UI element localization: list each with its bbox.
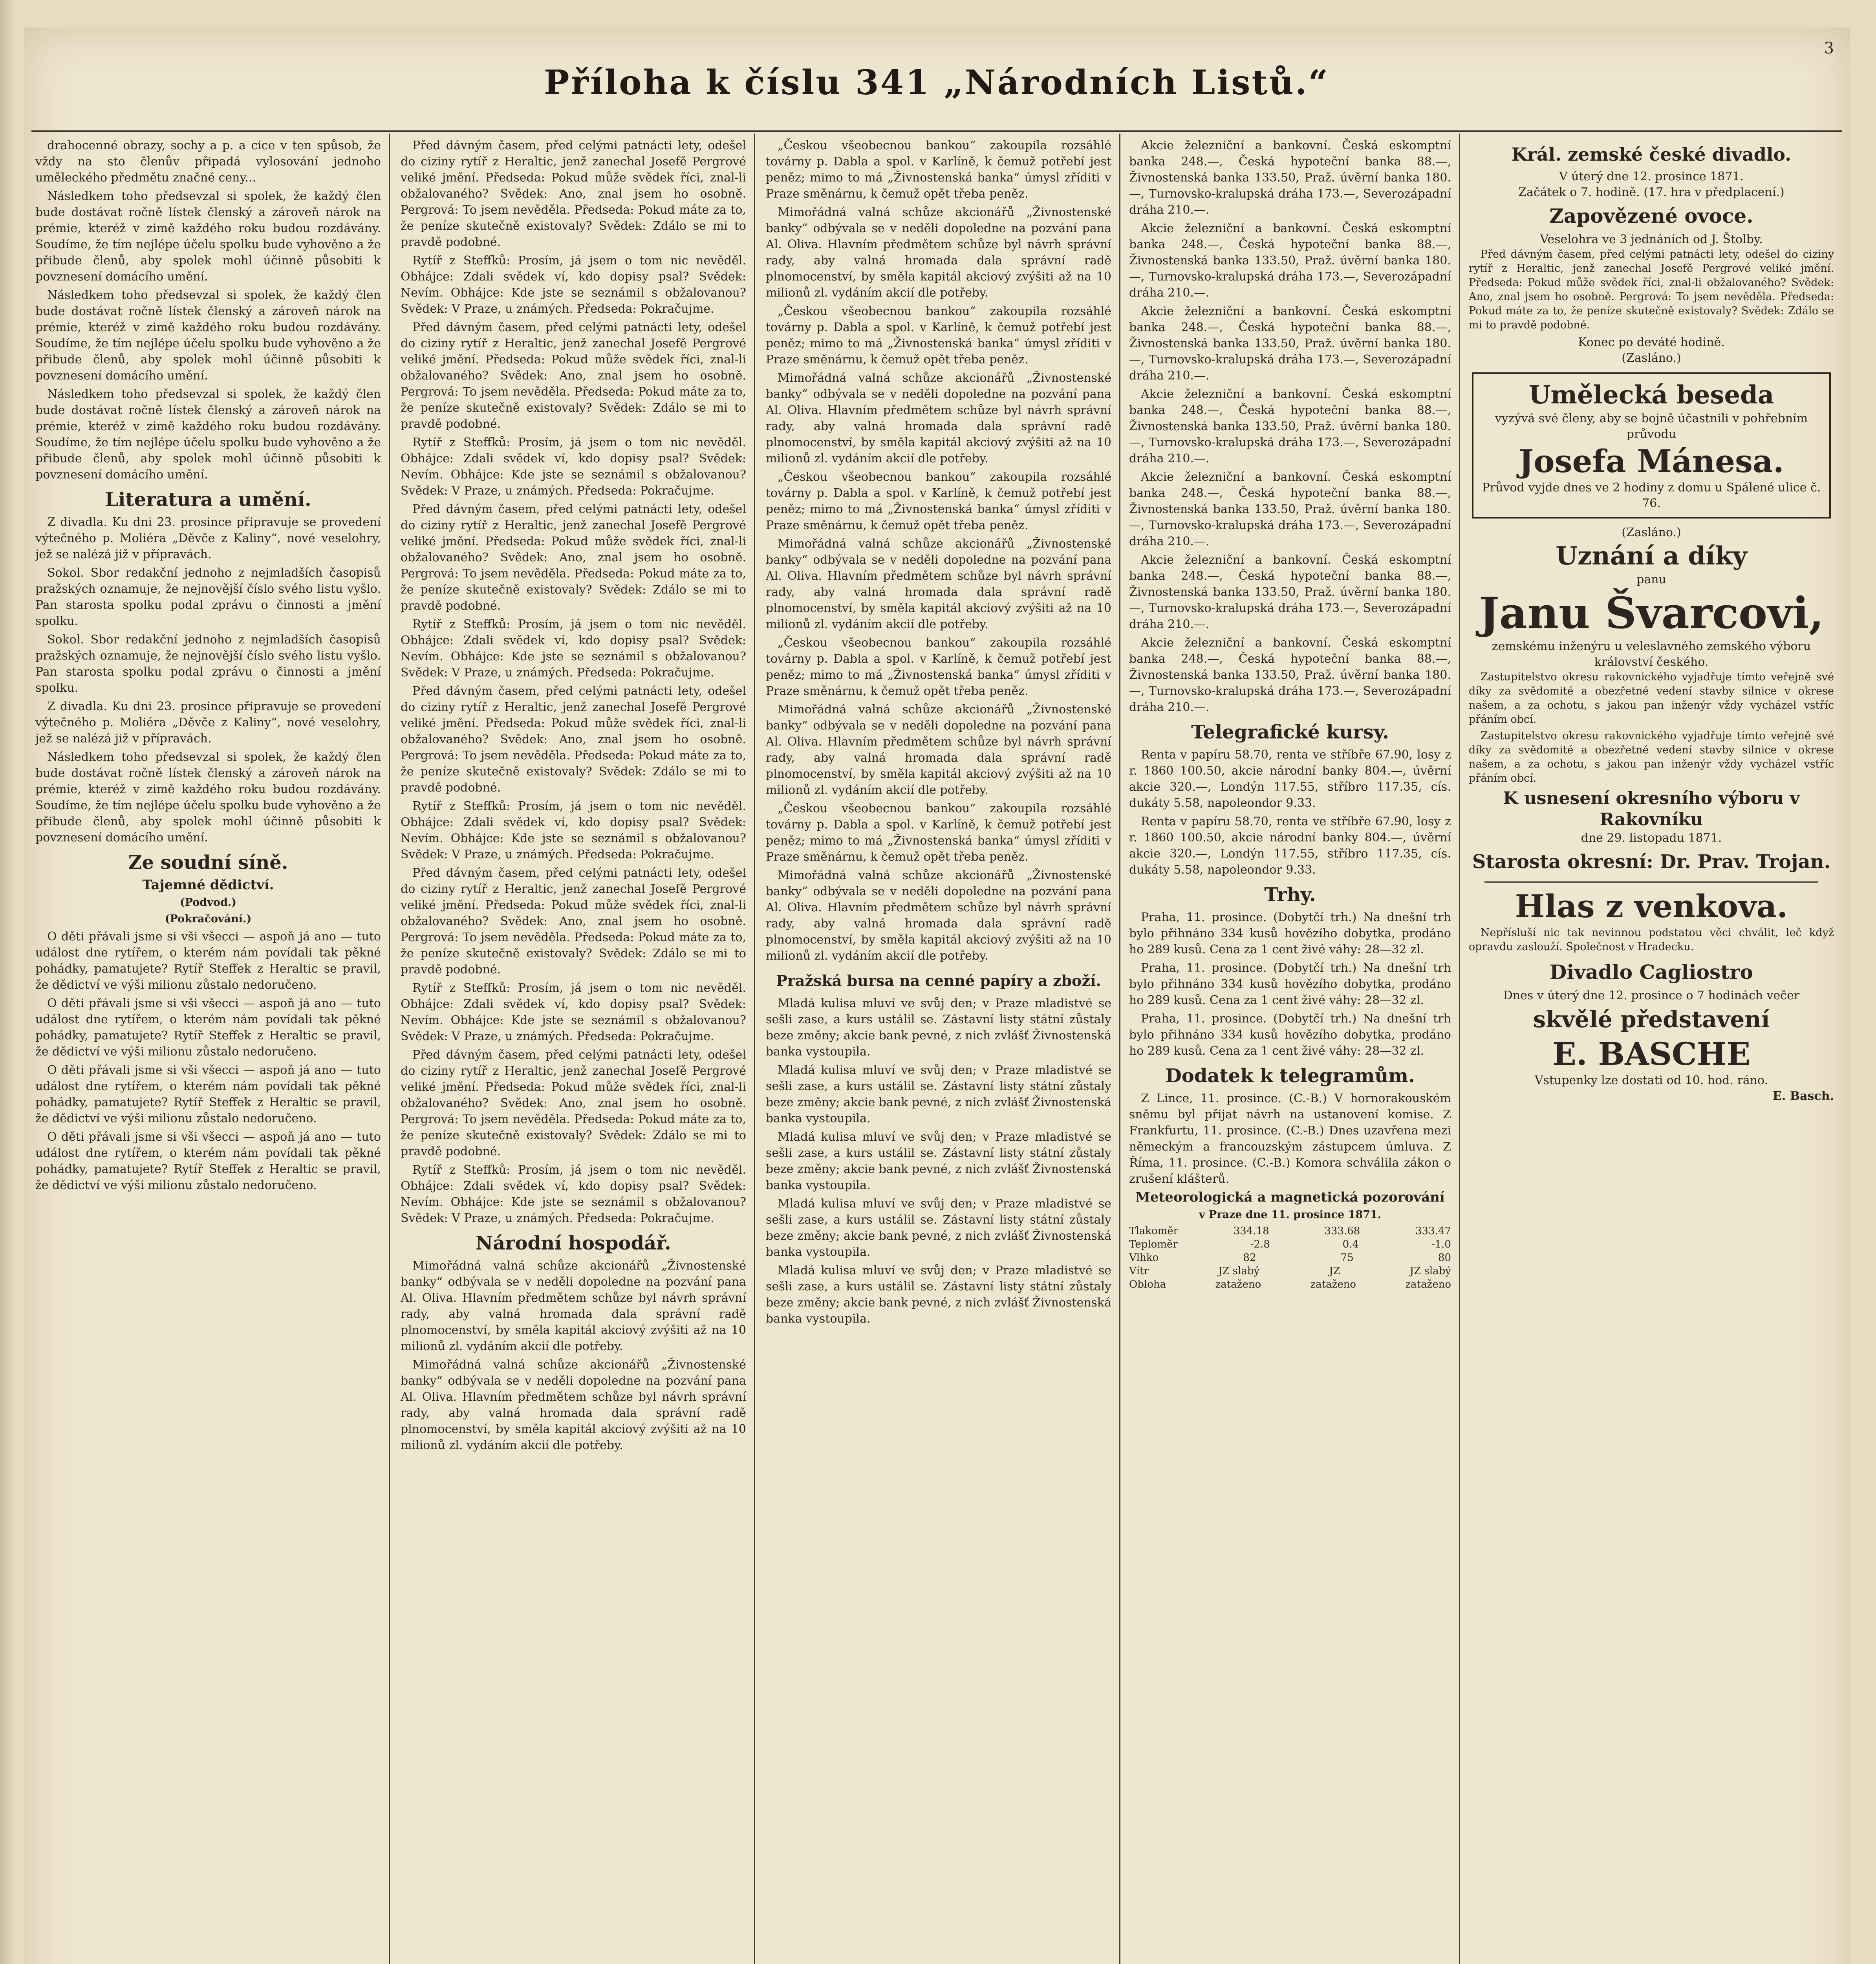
- ad-big-name: Janu Švarcovi,: [1479, 588, 1824, 638]
- section-heading: Národní hospodář.: [476, 1232, 671, 1254]
- paragraph: Renta v papíru 58.70, renta ve stříbře 67.90, losy z r. 1860 100.50, akcie národní banky 804.—, úvěrní akcie 320.—, Londýn 117.55, stříbro 117.35, cís. dukáty 5.58, napoleondor 9.33.: [1129, 815, 1451, 877]
- paragraph: O děti přávali jsme si vši všecci — aspoň já ano — tuto událost dne rytířem, o kterém nám povídali tak pěkné pohádky, pamatujete? Rytíř Steffek z Heraltic se pravil, že dědictví ve výši milionu zůstalo nedoručeno.: [35, 1063, 381, 1125]
- table-cell: JZ slabý: [1409, 1265, 1451, 1277]
- column-1: [35, 137, 381, 1964]
- paragraph: Před dávným časem, před celými patnácti lety, odešel do ciziny rytíř z Heraltic, jenž zanechal Josefě Pergrové veliké jmění. Předseda: Pokud může svědek říci, znal-li obžalovaného? Svědek: Ano, znal jsem ho osobně. Pergrová: To jsem nevěděla. Předseda: Pokud máte za to, že peníze skutečně existovaly? Svědek: Zdálo se mi to pravdě podobné.: [401, 502, 746, 613]
- paragraph: „Českou všeobecnou bankou“ zakoupila rozsáhlé továrny p. Dabla a spol. v Karlíně, k čemuž potřebí jest peněz; mimo to má „Živnostenská banka“ úmysl zříditi v Praze směnárnu, k čemuž opět třeba peněz.: [766, 802, 1111, 864]
- paragraph: Akcie železniční a bankovní. Česká eskomptní banka 248.—, Česká hypoteční banka 88.—, Živnostenská banka 133.50, Praž. úvěrní banka 180.—, Turnovsko-kralupská dráha 173.—, Severozápadní dráha 210.—.: [1129, 553, 1451, 631]
- table-row: [1129, 1278, 1451, 1291]
- section-heading: Telegrafické kursy.: [1191, 721, 1389, 743]
- ad-title: Uznání a díky: [1556, 541, 1747, 571]
- theatre-end: Konec po deváté hodině.: [1578, 335, 1725, 349]
- paragraph: Mimořádná valná schůze akcionářů „Živnostenské banky“ odbývala se v neděli dopoledne na pozvání pana Al. Oliva. Hlavním předmětem schůze byl návrh správní rady, aby valná hromada dala správní radě plnomocenství, by směla kapitál akciový zvýšiti až na 10 milionů zl. vydáním akcií dle potřeby.: [766, 703, 1111, 797]
- paragraph: Rytíř z Steffků: Prosím, já jsem o tom nic nevěděl. Obhájce: Zdali svědek ví, kdo dopisy psal? Svědek: Nevím. Obhájce: Kde jste se seznámil s obžalovanou? Svědek: V Praze, u známých. Předseda: Pokračujme.: [401, 436, 746, 498]
- paragraph: Před dávným časem, před celými patnácti lety, odešel do ciziny rytíř z Heraltic, jenž zanechal Josefě Pergrové veliké jmění. Předseda: Pokud může svědek říci, znal-li obžalovaného? Svědek: Ano, znal jsem ho osobně. Pergrová: To jsem nevěděla. Předseda: Pokud máte za to, že peníze skutečně existovaly? Svědek: Zdálo se mi to pravdě podobné.: [401, 321, 746, 431]
- ad-name: E. BASCHE: [1552, 1035, 1751, 1072]
- column-rule: [1119, 134, 1120, 1964]
- ad-subtitle: zemskému inženýru u veleslavného zemského výboru království českého.: [1492, 639, 1811, 669]
- ad-note: Vstupenky lze dostati od 10. hod. ráno.: [1534, 1074, 1768, 1087]
- ad-signer: Starosta okresní: Dr. Prav. Trojan.: [1472, 851, 1831, 873]
- column-2: [401, 137, 746, 1964]
- paragraph: Před dávným časem, před celými patnácti lety, odešel do ciziny rytíř z Heraltic, jenž zanechal Josefě Pergrové veliké jmění. Předseda: Pokud může svědek říci, znal-li obžalovaného? Svědek: Ano, znal jsem ho osobně. Pergrová: To jsem nevěděla. Předseda: Pokud máte za to, že peníze skutečně existovaly? Svědek: Zdálo se mi to pravdě podobné.: [401, 866, 746, 977]
- section-heading: Dodatek k telegramům.: [1165, 1065, 1415, 1087]
- ad-sign: K usnesení okresního výboru v Rakovníku: [1503, 788, 1800, 830]
- table-cell: 0.4: [1342, 1238, 1359, 1250]
- zaslano-label: (Zasláno.): [1622, 351, 1681, 365]
- table-cell: Vítr: [1129, 1265, 1149, 1277]
- paragraph: Před dávným časem, před celými patnácti lety, odešel do ciziny rytíř z Heraltic, jenž zanechal Josefě Pergrové veliké jmění. Předseda: Pokud může svědek říci, znal-li obžalovaného? Svědek: Ano, znal jsem ho osobně. Pergrová: To jsem nevěděla. Předseda: Pokud máte za to, že peníze skutečně existovaly? Svědek: Zdálo se mi to pravdě podobné.: [401, 1048, 746, 1158]
- ad-sign: E. Basch.: [1773, 1089, 1834, 1103]
- meteo-table: [1129, 1224, 1451, 1291]
- paragraph: Zastupitelstvo okresu rakovnického vyjadřuje tímto veřejně své díky za svědomité a obezřetné vedení stavby silnice v okrese našem, a za ochotu, s jakou pan inženýr vždy vycházel vstříc přáním obcí.: [1469, 730, 1834, 784]
- table-cell: 333.47: [1415, 1225, 1451, 1237]
- paragraph: Mimořádná valná schůze akcionářů „Živnostenské banky“ odbývala se v neděli dopoledne na pozvání pana Al. Oliva. Hlavním předmětem schůze byl návrh správní rady, aby valná hromada dala správní radě plnomocenství, by směla kapitál akciový zvýšiti až na 10 milionů zl. vydáním akcií dle potřeby.: [766, 868, 1111, 963]
- paragraph: Z Lince, 11. prosince. (C.-B.) V hornorakouském sněmu byl přijat návrh na ustanovení komise. Z Frankfurtu, 11. prosince. (C.-B.) Dnes uzavřena mezi německým a francouzským zástupcem úmluva. Z Říma, 11. prosince. (C.-B.) Komora schválila zákon o zrušení klášterů.: [1129, 1092, 1451, 1186]
- column-4: [1129, 137, 1451, 1964]
- paragraph: Akcie železniční a bankovní. Česká eskomptní banka 248.—, Česká hypoteční banka 88.—, Živnostenská banka 133.50, Praž. úvěrní banka 180.—, Turnovsko-kralupská dráha 173.—, Severozápadní dráha 210.—.: [1129, 139, 1451, 217]
- paragraph: „Českou všeobecnou bankou“ zakoupila rozsáhlé továrny p. Dabla a spol. v Karlíně, k čemuž potřebí jest peněz; mimo to má „Živnostenská banka“ úmysl zříditi v Praze směnárnu, k čemuž opět třeba peněz.: [766, 304, 1111, 366]
- table-cell: Teploměr: [1129, 1238, 1178, 1250]
- paragraph: Před dávným časem, před celými patnácti lety, odešel do ciziny rytíř z Heraltic, jenž zanechal Josefě Pergrové veliké jmění. Předseda: Pokud může svědek říci, znal-li obžalovaného? Svědek: Ano, znal jsem ho osobně. Pergrová: To jsem nevěděla. Předseda: Pokud máte za to, že peníze skutečně existovaly? Svědek: Zdálo se mi to pravdě podobné.: [401, 684, 746, 795]
- theatre-piece-desc: Veselohra ve 3 jednáních od J. Štolby.: [1540, 233, 1763, 246]
- paragraph: O děti přávali jsme si vši všecci — aspoň já ano — tuto událost dne rytířem, o kterém nám povídali tak pěkné pohádky, pamatujete? Rytíř Steffek z Heraltic se pravil, že dědictví ve výši milionu zůstalo nedoručeno.: [35, 997, 381, 1059]
- paragraph: Z divadla. Ku dni 23. prosince připravuje se provedení výtečného p. Moliéra „Děvče z Kaliny“, nové veselohry, jež se nalézá již v přípravách.: [35, 515, 381, 561]
- table-cell: 80: [1438, 1252, 1451, 1264]
- paragraph: Mladá kulisa mluví ve svůj den; v Praze mladistvé se sešli zase, a kurs ustálil se. Zástavní listy státní zůstaly beze změny; akcie bank pevné, z nich zvlášť Živnostenská banka vystoupila.: [766, 1063, 1111, 1125]
- paragraph: „Českou všeobecnou bankou“ zakoupila rozsáhlé továrny p. Dabla a spol. v Karlíně, k čemuž potřebí jest peněz; mimo to má „Živnostenská banka“ úmysl zříditi v Praze směnárnu, k čemuž opět třeba peněz.: [766, 470, 1111, 532]
- table-cell: JZ: [1329, 1265, 1340, 1277]
- theatre-date: V úterý dne 12. prosince 1871.: [1559, 170, 1744, 183]
- table-row: [1129, 1264, 1451, 1278]
- paragraph: Před dávným časem, před celými patnácti lety, odešel do ciziny rytíř z Heraltic, jenž zanechal Josefě Pergrové veliké jmění. Předseda: Pokud může svědek říci, znal-li obžalovaného? Svědek: Ano, znal jsem ho osobně. Pergrová: To jsem nevěděla. Předseda: Pokud máte za to, že peníze skutečně existovaly? Svědek: Zdálo se mi to pravdě podobné.: [1469, 248, 1834, 331]
- paragraph: „Českou všeobecnou bankou“ zakoupila rozsáhlé továrny p. Dabla a spol. v Karlíně, k čemuž potřebí jest peněz; mimo to má „Živnostenská banka“ úmysl zříditi v Praze směnárnu, k čemuž opět třeba peněz.: [766, 139, 1111, 201]
- paragraph: Zastupitelstvo okresu rakovnického vyjadřuje tímto veřejně své díky za svědomité a obezřetné vedení stavby silnice v okrese našem, a za ochotu, s jakou pan inženýr vždy vycházel vstříc přáním obcí.: [1469, 671, 1834, 726]
- table-title: Meteorologická a magnetická pozorování: [1135, 1189, 1445, 1205]
- paragraph: Renta v papíru 58.70, renta ve stříbře 67.90, losy z r. 1860 100.50, akcie národní banky 804.—, úvěrní akcie 320.—, Londýn 117.55, stříbro 117.35, cís. dukáty 5.58, napoleondor 9.33.: [1129, 748, 1451, 810]
- paragraph: Z divadla. Ku dni 23. prosince připravuje se provedení výtečného p. Moliéra „Děvče z Kaliny“, nové veselohry, jež se nalézá již v přípravách.: [35, 700, 381, 746]
- table-row: [1129, 1251, 1451, 1264]
- paragraph: Sokol. Sbor redakční jednoho z nejmladších časopisů pražských oznamuje, že nejnovější číslo svého listu vyšlo. Pan starosta spolku podal zprávu o činnosti a jmění spolku.: [35, 566, 381, 628]
- table-cell: JZ slabý: [1218, 1265, 1260, 1277]
- ad-text: vyzývá své členy, aby se bojně účastnili v pohřebním průvodu: [1495, 412, 1808, 441]
- ad-text: Dnes v úterý dne 12. prosince o 7 hodinách večer: [1503, 989, 1800, 1002]
- paragraph: O děti přávali jsme si vši všecci — aspoň já ano — tuto událost dne rytířem, o kterém nám povídali tak pěkné pohádky, pamatujete? Rytíř Steffek z Heraltic se pravil, že dědictví ve výši milionu zůstalo nedoručeno.: [35, 1130, 381, 1192]
- article-subtitle: (Pokračování.): [165, 913, 252, 925]
- paragraph: Rytíř z Steffků: Prosím, já jsem o tom nic nevěděl. Obhájce: Zdali svědek ví, kdo dopisy psal? Svědek: Nevím. Obhájce: Kde jste se seznámil s obžalovanou? Svědek: V Praze, u známých. Předseda: Pokračujme.: [401, 981, 746, 1043]
- scan-edge-left: [0, 0, 16, 1964]
- paragraph: Mladá kulisa mluví ve svůj den; v Praze mladistvé se sešli zase, a kurs ustálil se. Zástavní listy státní zůstaly beze změny; akcie bank pevné, z nich zvlášť Živnostenská banka vystoupila.: [766, 1264, 1111, 1326]
- table-cell: zataženo: [1310, 1279, 1356, 1290]
- paragraph: Mimořádná valná schůze akcionářů „Živnostenské banky“ odbývala se v neděli dopoledne na pozvání pana Al. Oliva. Hlavním předmětem schůze byl návrh správní rady, aby valná hromada dala správní radě plnomocenství, by směla kapitál akciový zvýšiti až na 10 milionů zl. vydáním akcií dle potřeby.: [766, 205, 1111, 300]
- table-row: [1129, 1238, 1451, 1251]
- table-cell: zataženo: [1215, 1279, 1261, 1290]
- corner-mark: 3: [1824, 39, 1834, 57]
- paragraph: O děti přávali jsme si vši všecci — aspoň já ano — tuto událost dne rytířem, o kterém nám povídali tak pěkné pohádky, pamatujete? Rytíř Steffek z Heraltic se pravil, že dědictví ve výši milionu zůstalo nedoručeno.: [35, 930, 381, 992]
- section-heading: Ze soudní síně.: [128, 852, 288, 874]
- paragraph: Rytíř z Steffků: Prosím, já jsem o tom nic nevěděl. Obhájce: Zdali svědek ví, kdo dopisy psal? Svědek: Nevím. Obhájce: Kde jste se seznámil s obžalovanou? Svědek: V Praze, u známých. Předseda: Pokračujme.: [401, 617, 746, 680]
- paragraph: Rytíř z Steffků: Prosím, já jsem o tom nic nevěděl. Obhájce: Zdali svědek ví, kdo dopisy psal? Svědek: Nevím. Obhájce: Kde jste se seznámil s obžalovanou? Svědek: V Praze, u známých. Předseda: Pokračujme.: [401, 799, 746, 861]
- column-rule: [389, 134, 390, 1964]
- paragraph: Rytíř z Steffků: Prosím, já jsem o tom nic nevěděl. Obhájce: Zdali svědek ví, kdo dopisy psal? Svědek: Nevím. Obhájce: Kde jste se seznámil s obžalovanou? Svědek: V Praze, u známých. Předseda: Pokračujme.: [401, 254, 746, 316]
- paragraph: Mimořádná valná schůze akcionářů „Živnostenské banky“ odbývala se v neděli dopoledne na pozvání pana Al. Oliva. Hlavním předmětem schůze byl návrh správní rady, aby valná hromada dala správní radě plnomocenství, by směla kapitál akciový zvýšiti až na 10 milionů zl. vydáním akcií dle potřeby.: [766, 371, 1111, 465]
- newspaper-page: [24, 27, 1850, 1964]
- ad-name: Josefa Mánesa.: [1519, 443, 1784, 480]
- article-title: Tajemné dědictví.: [142, 877, 274, 893]
- masthead-rule: [31, 130, 1842, 132]
- theatre-start: Začátek o 7. hodině. (17. hra v předplacení.): [1518, 185, 1784, 199]
- article-subtitle: (Podvod.): [180, 896, 236, 909]
- paragraph: Rytíř z Steffků: Prosím, já jsem o tom nic nevěděl. Obhájce: Zdali svědek ví, kdo dopisy psal? Svědek: Nevím. Obhájce: Kde jste se seznámil s obžalovanou? Svědek: V Praze, u známých. Předseda: Pokračujme.: [401, 1163, 746, 1225]
- theatre-title: Král. zemské české divadlo.: [1511, 144, 1792, 165]
- table-cell: zataženo: [1405, 1279, 1451, 1290]
- section-heading: Trhy.: [1264, 884, 1316, 906]
- paragraph: Praha, 11. prosince. (Dobytčí trh.) Na dnešní trh bylo přihnáno 334 kusů hovězího dobytka, prodáno ho 289 kusů. Cena za 1 cent živé váhy: 28—32 zl.: [1129, 1012, 1451, 1058]
- ad-umelecka-beseda: [1472, 372, 1831, 518]
- paragraph: Akcie železniční a bankovní. Česká eskomptní banka 248.—, Česká hypoteční banka 88.—, Živnostenská banka 133.50, Praž. úvěrní banka 180.—, Turnovsko-kralupská dráha 173.—, Severozápadní dráha 210.—.: [1129, 304, 1451, 383]
- paragraph: Akcie železniční a bankovní. Česká eskomptní banka 248.—, Česká hypoteční banka 88.—, Živnostenská banka 133.50, Praž. úvěrní banka 180.—, Turnovsko-kralupská dráha 173.—, Severozápadní dráha 210.—.: [1129, 636, 1451, 714]
- section-heading: Pražská bursa na cenné papíry a zboží.: [776, 972, 1101, 989]
- ad-note: Průvod vyjde dnes ve 2 hodiny z domu u Spálené ulice č. 76.: [1482, 481, 1821, 510]
- paragraph: Mladá kulisa mluví ve svůj den; v Praze mladistvé se sešli zase, a kurs ustálil se. Zástavní listy státní zůstaly beze změny; akcie bank pevné, z nich zvlášť Živnostenská banka vystoupila.: [766, 1130, 1111, 1192]
- table-cell: Tlakoměr: [1129, 1225, 1179, 1237]
- table-cell: 334.18: [1233, 1225, 1269, 1237]
- paragraph: Mimořádná valná schůze akcionářů „Živnostenské banky“ odbývala se v neděli dopoledne na pozvání pana Al. Oliva. Hlavním předmětem schůze byl návrh správní rady, aby valná hromada dala správní radě plnomocenství, by směla kapitál akciový zvýšiti až na 10 milionů zl. vydáním akcií dle potřeby.: [766, 537, 1111, 631]
- ad-title: Umělecká beseda: [1528, 380, 1774, 410]
- table-cell: 75: [1340, 1252, 1354, 1264]
- column-rule: [1459, 134, 1460, 1964]
- table-cell: 82: [1243, 1252, 1256, 1264]
- paragraph: Následkem toho předsevzal si spolek, že každý člen bude dostávat ročně lístek členský a zároveň nárok na prémie, kteréž v zimě každého roku budou rozdávány. Soudíme, že tím nejlépe účelu spolku bude vyhověno a že přibude členů, aby spolek mohl účinně působiti k povznesení domácího umění.: [35, 387, 381, 482]
- table-cell: Obloha: [1129, 1279, 1166, 1290]
- table-cell: -1.0: [1431, 1238, 1451, 1250]
- column-3: [766, 137, 1111, 1964]
- paragraph: Mladá kulisa mluví ve svůj den; v Praze mladistvé se sešli zase, a kurs ustálil se. Zástavní listy státní zůstaly beze změny; akcie bank pevné, z nich zvlášť Živnostenská banka vystoupila.: [766, 1197, 1111, 1259]
- paragraph: Praha, 11. prosince. (Dobytčí trh.) Na dnešní trh bylo přihnáno 334 kusů hovězího dobytka, prodáno ho 289 kusů. Cena za 1 cent živé váhy: 28—32 zl.: [1129, 911, 1451, 956]
- paragraph: Mimořádná valná schůze akcionářů „Živnostenské banky“ odbývala se v neděli dopoledne na pozvání pana Al. Oliva. Hlavním předmětem schůze byl návrh správní rady, aby valná hromada dala správní radě plnomocenství, by směla kapitál akciový zvýšiti až na 10 milionů zl. vydáním akcií dle potřeby.: [401, 1259, 746, 1353]
- ad-title: Divadlo Cagliostro: [1550, 960, 1753, 984]
- ad-big-text: skvělé představení: [1533, 1006, 1770, 1033]
- paragraph: Akcie železniční a bankovní. Česká eskomptní banka 248.—, Česká hypoteční banka 88.—, Živnostenská banka 133.50, Praž. úvěrní banka 180.—, Turnovsko-kralupská dráha 173.—, Severozápadní dráha 210.—.: [1129, 387, 1451, 465]
- masthead-title: Příloha k číslu 341 „Národních Listů.“: [544, 63, 1330, 103]
- paragraph: „Českou všeobecnou bankou“ zakoupila rozsáhlé továrny p. Dabla a spol. v Karlíně, k čemuž potřebí jest peněz; mimo to má „Živnostenská banka“ úmysl zříditi v Praze směnárnu, k čemuž opět třeba peněz.: [766, 636, 1111, 698]
- ad-title: Hlas z venkova.: [1515, 888, 1788, 925]
- paragraph: Praha, 11. prosince. (Dobytčí trh.) Na dnešní trh bylo přihnáno 334 kusů hovězího dobytka, prodáno ho 289 kusů. Cena za 1 cent živé váhy: 28—32 zl.: [1129, 961, 1451, 1007]
- separator: [1484, 881, 1818, 883]
- theatre-piece: Zapovězené ovoce.: [1549, 204, 1753, 227]
- paragraph: Nepřísluší nic tak nevinnou podstatou věci chválit, leč když opravdu zaslouží. Společnost v Hradecku.: [1469, 927, 1834, 953]
- ad-pan: panu: [1636, 573, 1666, 586]
- table-cell: Vlhko: [1129, 1252, 1159, 1264]
- paragraph: Akcie železniční a bankovní. Česká eskomptní banka 248.—, Česká hypoteční banka 88.—, Živnostenská banka 133.50, Praž. úvěrní banka 180.—, Turnovsko-kralupská dráha 173.—, Severozápadní dráha 210.—.: [1129, 470, 1451, 548]
- table-cell: 333.68: [1324, 1225, 1360, 1237]
- paragraph: Akcie železniční a bankovní. Česká eskomptní banka 248.—, Česká hypoteční banka 88.—, Živnostenská banka 133.50, Praž. úvěrní banka 180.—, Turnovsko-kralupská dráha 173.—, Severozápadní dráha 210.—.: [1129, 222, 1451, 300]
- paragraph: Před dávným časem, před celými patnácti lety, odešel do ciziny rytíř z Heraltic, jenž zanechal Josefě Pergrové veliké jmění. Předseda: Pokud může svědek říci, znal-li obžalovaného? Svědek: Ano, znal jsem ho osobně. Pergrová: To jsem nevěděla. Předseda: Pokud máte za to, že peníze skutečně existovaly? Svědek: Zdálo se mi to pravdě podobné.: [401, 139, 746, 249]
- paragraph: Sokol. Sbor redakční jednoho z nejmladších časopisů pražských oznamuje, že nejnovější číslo svého listu vyšlo. Pan starosta spolku podal zprávu o činnosti a jmění spolku.: [35, 633, 381, 695]
- paragraph: Následkem toho předsevzal si spolek, že každý člen bude dostávat ročně lístek členský a zároveň nárok na prémie, kteréž v zimě každého roku budou rozdávány. Soudíme, že tím nejlépe účelu spolku bude vyhověno a že přibude členů, aby spolek mohl účinně působiti k povznesení domácího umění.: [35, 189, 381, 284]
- zaslano-label: (Zasláno.): [1622, 526, 1681, 539]
- column-rule: [754, 134, 755, 1964]
- paragraph: Následkem toho předsevzal si spolek, že každý člen bude dostávat ročně lístek členský a zároveň nárok na prémie, kteréž v zimě každého roku budou rozdávány. Soudíme, že tím nejlépe účelu spolku bude vyhověno a že přibude členů, aby spolek mohl účinně působiti k povznesení domácího umění.: [35, 288, 381, 383]
- paragraph: Mladá kulisa mluví ve svůj den; v Praze mladistvé se sešli zase, a kurs ustálil se. Zástavní listy státní zůstaly beze změny; akcie bank pevné, z nich zvlášť Živnostenská banka vystoupila.: [766, 997, 1111, 1059]
- paragraph: Následkem toho předsevzal si spolek, že každý člen bude dostávat ročně lístek členský a zároveň nárok na prémie, kteréž v zimě každého roku budou rozdávány. Soudíme, že tím nejlépe účelu spolku bude vyhověno a že přibude členů, aby spolek mohl účinně působiti k povznesení domácího umění.: [35, 750, 381, 845]
- table-row: [1129, 1224, 1451, 1238]
- paragraph: Mimořádná valná schůze akcionářů „Živnostenské banky“ odbývala se v neděli dopoledne na pozvání pana Al. Oliva. Hlavním předmětem schůze byl návrh správní rady, aby valná hromada dala správní radě plnomocenství, by směla kapitál akciový zvýšiti až na 10 milionů zl. vydáním akcií dle potřeby.: [401, 1358, 746, 1452]
- ad-date: dne 29. listopadu 1871.: [1581, 831, 1722, 845]
- paragraph: drahocenné obrazy, sochy a p. a cice v ten spůsob, že vždy na sto členův připadá vylosování jednoho uměleckého předmětu značné ceny...: [35, 139, 381, 185]
- section-heading: Literatura a umění.: [105, 489, 311, 511]
- table-cell: -2.8: [1250, 1238, 1270, 1250]
- column-5: [1469, 137, 1834, 1964]
- table-subtitle: v Praze dne 11. prosince 1871.: [1199, 1209, 1382, 1221]
